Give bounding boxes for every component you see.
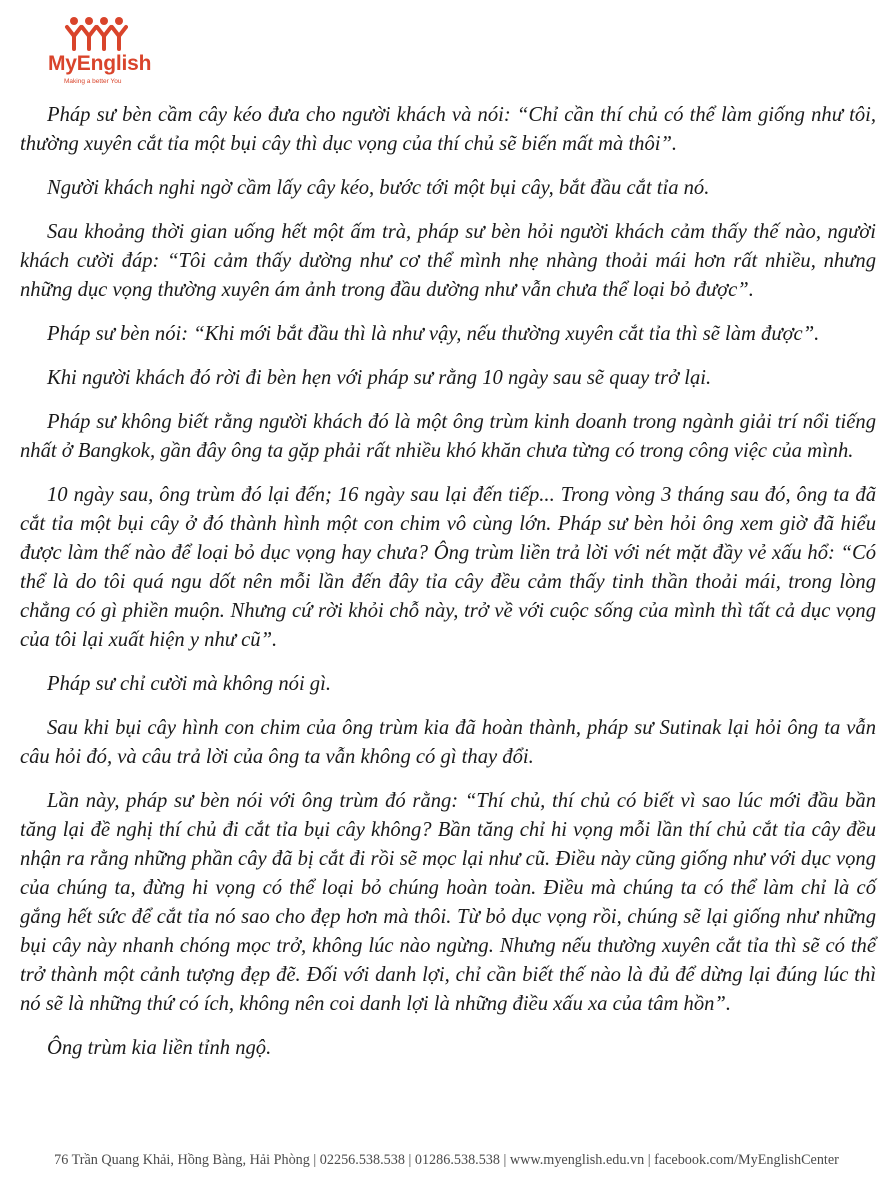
paragraph: Khi người khách đó rời đi bèn hẹn với pháp sư rằng 10 ngày sau sẽ quay trở lại. <box>47 367 712 389</box>
paragraph: Lần này, pháp sư bèn nói với ông trùm đó rằng: “Thí chủ, thí chủ có biết vì sao lúc mới đầu bần tăng lại đề nghị thí chủ đi cắt tỉa bụi cây không? Bần tăng chỉ hi vọng mỗi lần thí chủ cắt tỉa cây đều nhận ra rằng những phần cây đã bị cắt đi rồi sẽ mọc lại như cũ. Điều này cũng giống như với dục vọng của chúng ta, đừng hi vọng có thể loại bỏ chúng hoàn toàn. Điều mà chúng ta có thể làm chỉ là cố gắng hết sức để cắt tỉa nó sao cho đẹp hơn mà thôi. Từ bỏ dục vọng rồi, chúng sẽ lại giống như những bụi cây này nhanh chóng mọc trở, không lúc nào ngừng. Nhưng nếu thường xuyên cắt tỉa thì sẽ có thể trở thành một cảnh tượng đẹp đẽ. Đối với danh lợi, chỉ cần biết thế nào là đủ để dừng lại đúng lúc thì nó sẽ là những thứ có ích, không nên coi danh lợi là những điều xấu xa của tâm hồn”. <box>20 790 876 1015</box>
paragraph: Pháp sư không biết rằng người khách đó là một ông trùm kinh doanh trong ngành giải trí nổi tiếng nhất ở Bangkok, gần đây ông ta gặp phải rất nhiều khó khăn chưa từng có trong công việc của mình. <box>20 411 876 462</box>
paragraph: Sau khi bụi cây hình con chim của ông trùm kia đã hoàn thành, pháp sư Sutinak lại hỏi ông ta vẫn câu hỏi đó, và câu trả lời của ông ta vẫn không có gì thay đổi. <box>20 717 876 768</box>
paragraph: Sau khoảng thời gian uống hết một ấm trà, pháp sư bèn hỏi người khách cảm thấy thế nào, người khách cười đáp: “Tôi cảm thấy dường như cơ thể mình nhẹ nhàng thoải mái hơn rất nhiều, nhưng những dục vọng thường xuyên ám ảnh trong đầu dường như vẫn chưa thể loại bỏ được”. <box>20 221 876 301</box>
contact-footer: 76 Trần Quang Khải, Hồng Bàng, Hải Phòng | 02256.538.538 | 01286.538.538 | www.myenglish.edu.vn | facebook.com/MyEnglishCenter <box>54 1152 839 1168</box>
paragraph: Pháp sư chỉ cười mà không nói gì. <box>47 673 331 695</box>
paragraph: Pháp sư bèn nói: “Khi mới bắt đầu thì là như vậy, nếu thường xuyên cắt tỉa thì sẽ làm được”. <box>47 323 820 345</box>
paragraph: Người khách nghi ngờ cầm lấy cây kéo, bước tới một bụi cây, bắt đầu cắt tỉa nó. <box>47 177 710 199</box>
brand-name: MyEnglish <box>48 52 152 75</box>
paragraph: Pháp sư bèn cầm cây kéo đưa cho người khách và nói: “Chỉ cần thí chủ có thể làm giống như tôi, thường xuyên cắt tỉa một bụi cây thì dục vọng của thí chủ sẽ biến mất mà thôi”. <box>20 104 876 155</box>
paragraph: 10 ngày sau, ông trùm đó lại đến; 16 ngày sau lại đến tiếp... Trong vòng 3 tháng sau đó, ông ta đã cắt tỉa một bụi cây ở đó thành hình một con chim vô cùng lớn. Pháp sư bèn hỏi ông xem giờ đã hiểu được làm thế nào để loại bỏ dục vọng hay chưa? Ông trùm liền trả lời với nét mặt đầy vẻ xấu hổ: “Có thể là do tôi quá ngu dốt nên mỗi lần đến đây tỉa cây đều cảm thấy tinh thần thoải mái, trong lòng chẳng có gì phiền muộn. Nhưng cứ rời khỏi chỗ này, trở về với cuộc sống của mình thì tất cả dục vọng của tôi lại xuất hiện y như cũ”. <box>20 484 876 651</box>
paragraph: Ông trùm kia liền tỉnh ngộ. <box>47 1037 272 1059</box>
story-body <box>20 101 876 1078</box>
brand-tagline: Making a better You <box>64 78 122 85</box>
people-logo-icon <box>64 16 128 52</box>
brand-logo <box>44 16 164 88</box>
